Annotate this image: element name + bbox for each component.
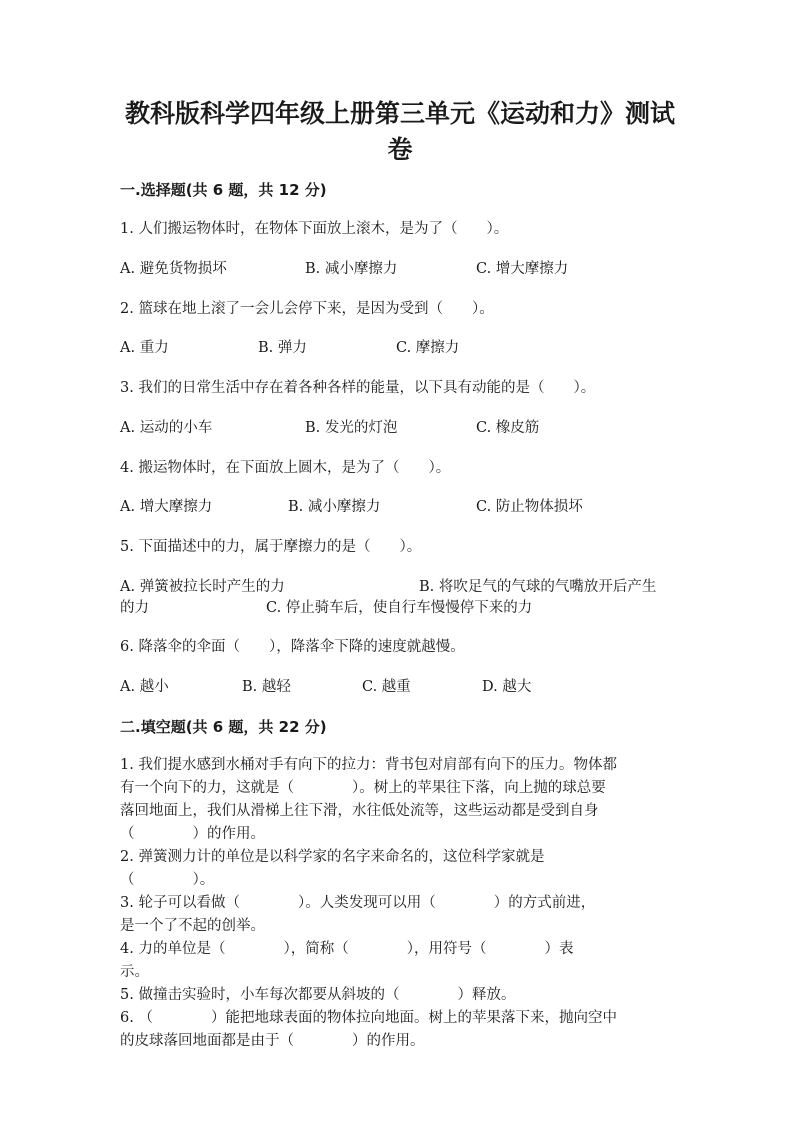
question-1-option-b: B. 减小摩擦力	[305, 261, 398, 277]
question-5-option-c: C. 停止骑车后，使自行车慢慢停下来的力	[266, 600, 533, 616]
question-3-option-b: B. 发光的灯泡	[305, 420, 398, 436]
fill-in-list	[120, 754, 690, 1053]
section-heading-choice: 一.选择题(共 6 题，共 12 分)	[120, 181, 327, 199]
exam-title	[120, 96, 680, 168]
question-2-option-c: C. 摩擦力	[396, 340, 460, 356]
question-3-option-c: C. 橡皮筋	[476, 420, 540, 436]
question-6-option-a: A. 越小	[120, 679, 169, 695]
question-4-option-a: A. 增大摩擦力	[120, 499, 213, 515]
question-6-stem: 6. 降落伞的伞面（ ），降落伞下降的速度就越慢。	[120, 639, 465, 655]
question-5-stem: 5. 下面描述中的力，属于摩擦力的是（ ）。	[120, 539, 422, 555]
question-2-option-a: A. 重力	[120, 340, 169, 356]
question-5-option-b: B. 将吹足气的气球的气嘴放开后产生	[419, 579, 657, 595]
question-1-option-a: A. 避免货物损坏	[120, 261, 227, 277]
question-2-option-b: B. 弹力	[258, 340, 307, 356]
question-3-option-a: A. 运动的小车	[120, 420, 213, 436]
fill-item-1-line-1: 1. 我们提水感到水桶对手有向下的拉力：背书包对肩部有向下的压力。物体都	[120, 757, 617, 773]
title-line-2: 卷	[387, 135, 413, 164]
title-line-1: 教科版科学四年级上册第三单元《运动和力》测试	[124, 99, 675, 128]
fill-item-1-line-2: 有一个向下的力，这就是（ ）。树上的苹果往下落，向上抛的球总要	[120, 780, 606, 796]
fill-item-1-line-4: （ ）的作用。	[120, 826, 265, 842]
question-4-option-c: C. 防止物体损坏	[476, 499, 583, 515]
fill-item-4-line-2: 示。	[120, 964, 149, 980]
section-heading-fill-in: 二.填空题(共 6 题，共 22 分)	[120, 718, 327, 736]
fill-item-6-line-2: 的皮球落回地面都是由于（ ）的作用。	[120, 1033, 425, 1049]
fill-item-2-line-2: （ ）。	[120, 872, 215, 888]
fill-item-5-line-1: 5. 做撞击实验时，小车每次都要从斜坡的（ ）释放。	[120, 987, 516, 1003]
fill-item-2-line-1: 2. 弹簧测力计的单位是以科学家的名字来命名的，这位科学家就是	[120, 849, 545, 865]
question-5-option-b-continued: 的力	[120, 600, 149, 616]
question-2-stem: 2. 篮球在地上滚了一会儿会停下来，是因为受到（ ）。	[120, 301, 494, 317]
question-6-option-d: D. 越大	[482, 679, 532, 695]
fill-item-4-line-1: 4. 力的单位是（ ），简称（ ），用符号（ ）表	[120, 941, 574, 957]
question-4-stem: 4. 搬运物体时，在下面放上圆木，是为了（ ）。	[120, 460, 451, 476]
question-6-option-c: C. 越重	[362, 679, 411, 695]
question-1-stem: 1. 人们搬运物体时，在物体下面放上滚木，是为了（ ）。	[120, 221, 509, 237]
question-5-option-a: A. 弹簧被拉长时产生的力	[120, 579, 285, 595]
question-4-option-b: B. 减小摩擦力	[288, 499, 381, 515]
question-6-option-b: B. 越轻	[242, 679, 291, 695]
fill-item-6-line-1: 6. （ ）能把地球表面的物体拉向地面。树上的苹果落下来，抛向空中	[120, 1010, 617, 1026]
fill-item-3-line-2: 是一个了不起的创举。	[120, 918, 265, 934]
question-1-option-c: C. 增大摩擦力	[476, 261, 569, 277]
fill-item-3-line-1: 3. 轮子可以看做（ ）。人类发现可以用（ ）的方式前进，	[120, 895, 596, 911]
question-3-stem: 3. 我们的日常生活中存在着各种各样的能量，以下具有动能的是（ ）。	[120, 380, 596, 396]
fill-item-1-line-3: 落回地面上，我们从滑梯上往下滑，水往低处流等，这些运动都是受到自身	[120, 803, 599, 819]
